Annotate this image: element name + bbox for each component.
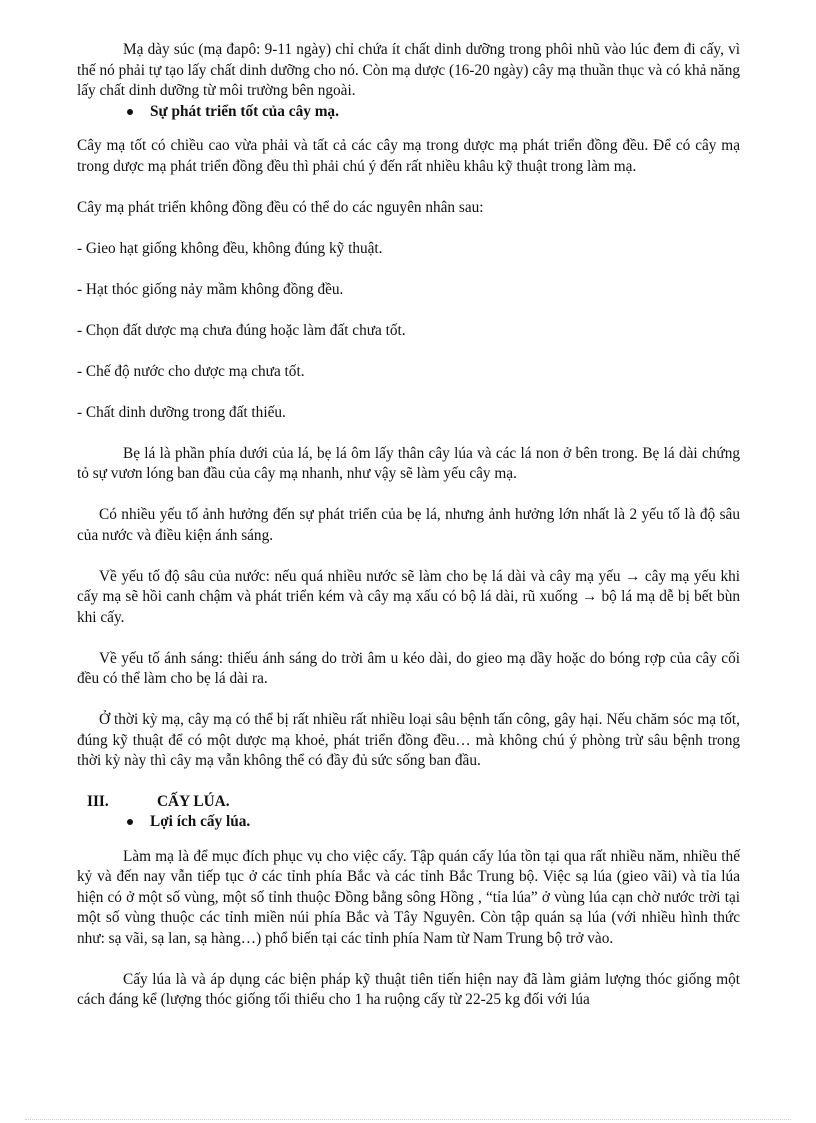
paragraph-seedling-types: Mạ dày súc (mạ đapô: 9-11 ngày) chỉ chứa ít chất dinh dưỡng trong phôi nhũ vào lúc đem đi cấy, vì thế nó phải tự tạo lấy chất dinh dưỡng cho nó. Còn mạ dược (16-20 ngày) cây mạ thuần thục và có khả năng lấy chất dinh dưỡng từ môi trường bên ngoài.	[77, 41, 740, 99]
list-item-cause: - Chế độ nước cho dược mạ chưa tốt.	[77, 362, 305, 380]
page-bottom-border	[25, 1119, 791, 1120]
list-item-cause: - Chất dinh dưỡng trong đất thiếu.	[77, 403, 286, 421]
list-item-cause: - Hạt thóc giống nảy mầm không đồng đều.	[77, 280, 344, 298]
document-page	[77, 40, 740, 1011]
paragraph-pests: Ở thời kỳ mạ, cây mạ có thể bị rất nhiều rất nhiều loại sâu bệnh tấn công, gây hại. Nếu chăm sóc mạ tốt, đúng kỹ thuật để có một dược mạ khoẻ, phát triển đồng đều… mà không chú ý phòng trừ sâu bệnh trong thời kỳ này thì cây mạ vẫn không thể có đầy đủ sức sống ban đầu.	[77, 711, 740, 769]
bullet-heading-text: Lợi ích cấy lúa.	[150, 813, 251, 830]
bullet-icon	[127, 819, 133, 825]
paragraph-water-depth: Về yếu tố độ sâu của nước: nếu quá nhiều nước sẽ làm cho bẹ lá dài và cây mạ yếu → cây mạ yếu khi cấy mạ sẽ hồi canh chậm và phát triển kém và cây mạ xấu có bộ lá dài, rũ xuống → bộ lá mạ dễ bị bết bùn khi cấy.	[77, 567, 740, 626]
paragraph-sheath-factors: Có nhiều yếu tố ảnh hưởng đến sự phát triển của bẹ lá, nhưng ảnh hưởng lớn nhất là 2 yếu tố là độ sâu của nước và điều kiện ánh sáng.	[77, 506, 740, 544]
paragraph-leaf-sheath: Bẹ lá là phần phía dưới của lá, bẹ lá ôm lấy thân cây lúa và các lá non ở bên trong. Bẹ lá dài chứng tỏ sự vươn lóng ban đầu của cây mạ nhanh, như vậy sẽ làm yếu cây mạ.	[77, 444, 740, 482]
section-heading-transplanting	[77, 792, 740, 813]
list-item-cause: - Chọn đất dược mạ chưa đúng hoặc làm đất chưa tốt.	[77, 321, 406, 339]
section-title: CẤY LÚA.	[157, 792, 230, 810]
bullet-icon	[127, 109, 133, 115]
paragraph-causes-intro: Cây mạ phát triển không đồng đều có thể do các nguyên nhân sau:	[77, 198, 484, 216]
paragraph-light-factor: Về yếu tố ánh sáng: thiếu ánh sáng do trời âm u kéo dài, do gieo mạ dầy hoặc do bóng rợp của cây cối đều có thể làm cho bẹ lá dài ra.	[77, 649, 740, 687]
bullet-heading-text: Sự phát triển tốt của cây mạ.	[150, 102, 339, 120]
list-item-cause: - Gieo hạt giống không đều, không đúng kỹ thuật.	[77, 239, 383, 257]
paragraph-good-seedling: Cây mạ tốt có chiều cao vừa phải và tất cả các cây mạ trong dược mạ phát triển đồng đều. Để có cây mạ trong dược mạ phát triển đồng đều thì phải chú ý đến rất nhiều khâu kỹ thuật trong làm mạ.	[77, 137, 740, 175]
paragraph-transplant-practice: Làm mạ là để mục đích phục vụ cho việc cấy. Tập quán cấy lúa tồn tại qua rất nhiều năm, nhiều thế kỷ và đến nay vẫn tiếp tục ở các tỉnh phía Bắc và các tỉnh Bắc Trung bộ. Việc sạ lúa (gieo vãi) và tỉa lúa hiện có ở một số vùng, một số tỉnh thuộc Đồng bằng sông Hồng , “tỉa lúa” ở vùng lúa cạn chờ nước trời tại một số vùng thuộc các tỉnh miền núi phía Bắc và Tây Nguyên. Còn tập quán sạ lúa (với nhiều hình thức như: sạ vãi, sạ lan, sạ hàng…) phổ biến tại các tỉnh phía Nam từ Nam Trung bộ trở vào.	[77, 847, 740, 947]
bullet-heading-seedling-growth	[77, 102, 740, 123]
bullet-heading-benefits	[77, 812, 740, 833]
paragraph-transplant-techniques: Cấy lúa là và áp dụng các biện pháp kỹ thuật tiên tiến hiện nay đã làm giảm lượng thóc giống một cách đáng kể (lượng thóc giống tối thiểu cho 1 ha ruộng cấy từ 22-25 kg đối với lúa	[77, 970, 740, 1008]
section-number: III.	[87, 792, 109, 810]
